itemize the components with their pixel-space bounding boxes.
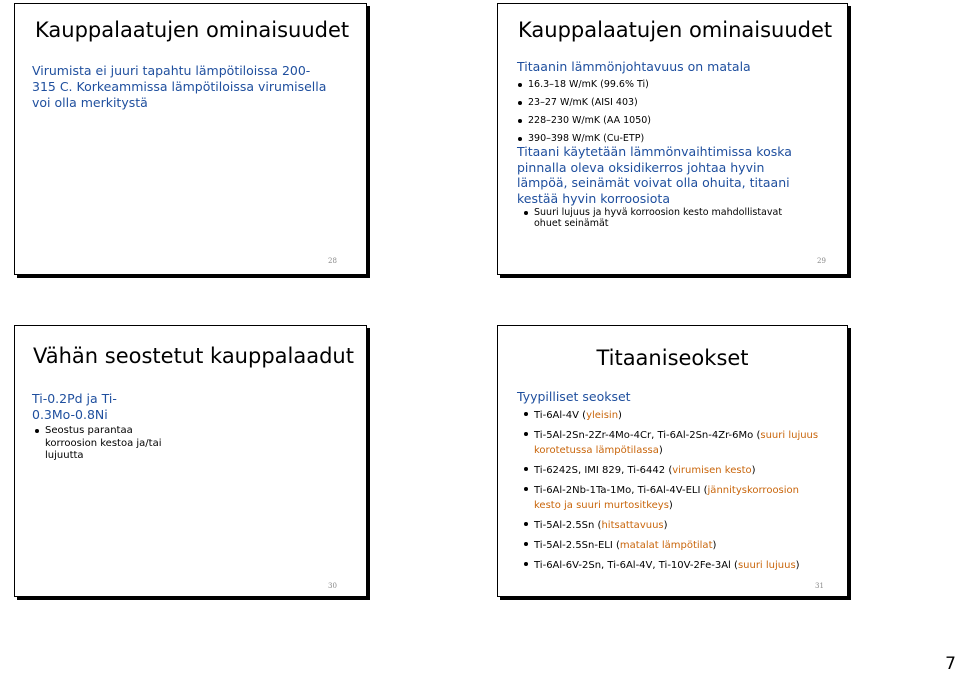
slide-title: Vähän seostetut kauppalaadut [33,344,354,368]
alloy-name: Ti-6242S, IMI 829, Ti-6442 [534,465,666,476]
section-heading: Titaanin lämmönjohtavuus on matala [517,59,751,74]
alloy-list-item: Ti-6Al-4V (yleisin) [520,408,820,423]
list-item: Seostus parantaa korroosion kestoa ja/tai lujuutta [31,425,171,463]
alloy-name: Ti-5Al-2Sn-2Zr-4Mo-4Cr, Ti-6Al-2Sn-4Zr-6Mo [534,430,754,441]
alloy-note: jännityskorroosion kesto ja suuri murtositkeys [534,485,800,511]
alloy-list [520,408,820,578]
slide-page-number: 29 [817,257,826,265]
list-item: 228–230 W/mK (AA 1050) [514,115,834,127]
alloy-note: suuri lujuus [737,560,796,571]
slide-28 [14,3,367,275]
alloy-list-item: Ti-6242S, IMI 829, Ti-6442 (virumisen kesto) [520,463,820,478]
alloy-name: Ti-6Al-4V [534,410,579,421]
slide-bullets [31,425,171,469]
alloy-list-item: Ti-5Al-2Sn-2Zr-4Mo-4Cr, Ti-6Al-2Sn-4Zr-6Mo (suuri lujuus korotetussa lämpötilassa) [520,428,820,458]
slide-paragraph: Virumista ei juuri tapahtu lämpötiloissa 200-315 C. Korkeammissa lämpötiloissa virumisella voi olla merkitystä [32,63,327,110]
slide-heading: Tyypilliset seokset [517,389,631,404]
list-item: 390–398 W/mK (Cu-ETP) [514,133,834,145]
alloy-name: Ti-5Al-2.5Sn-ELI [534,540,613,551]
alloy-note: suuri lujuus korotetussa lämpötilassa [534,430,819,456]
alloy-list-item: Ti-5Al-2.5Sn-ELI (matalat lämpötilat) [520,538,820,553]
alloy-note: yleisin [586,410,619,421]
section-paragraph: Titaani käytetään lämmönvaihtimissa koska pinnalla oleva oksidikerros johtaa hyvin lämpöä, seinämät voivat olla ohuita, titaani kestää hyvin korroosiota [517,144,792,206]
slide-31 [497,325,848,597]
slide-page-number: 28 [328,257,337,265]
slide-29 [497,3,848,275]
slide-heading: Ti-0.2Pd ja Ti-0.3Mo-0.8Ni [32,391,117,422]
slide-title: Titaaniseokset [596,346,749,370]
alloy-note: hitsattavuus [601,520,664,531]
slide-page-number: 30 [328,582,337,590]
list-item: 23–27 W/mK (AISI 403) [514,97,834,109]
alloy-name: Ti-5Al-2.5Sn [534,520,595,531]
slide-title: Kauppalaatujen ominaisuudet [518,18,833,42]
slide-title: Kauppalaatujen ominaisuudet [35,18,350,42]
thin-wall-list [520,207,810,236]
alloy-list-item: Ti-6Al-2Nb-1Ta-1Mo, Ti-6Al-4V-ELI (jännityskorroosion kesto ja suuri murtositkeys) [520,483,820,513]
alloy-note: virumisen kesto [672,465,752,476]
alloy-note: matalat lämpötilat [619,540,713,551]
conductivity-list [514,79,834,151]
document-page-number: 7 [945,654,956,674]
alloy-list-item: Ti-6Al-6V-2Sn, Ti-6Al-4V, Ti-10V-2Fe-3Al (suuri lujuus) [520,558,820,573]
slide-30 [14,325,367,597]
alloy-list-item: Ti-5Al-2.5Sn (hitsattavuus) [520,518,820,533]
list-item: Suuri lujuus ja hyvä korroosion kesto mahdollistavat ohuet seinämät [520,207,810,229]
slide-page-number: 31 [815,582,824,590]
alloy-name: Ti-6Al-6V-2Sn, Ti-6Al-4V, Ti-10V-2Fe-3Al [534,560,731,571]
alloy-name: Ti-6Al-2Nb-1Ta-1Mo, Ti-6Al-4V-ELI [534,485,701,496]
list-item: 16.3–18 W/mK (99.6% Ti) [514,79,834,91]
